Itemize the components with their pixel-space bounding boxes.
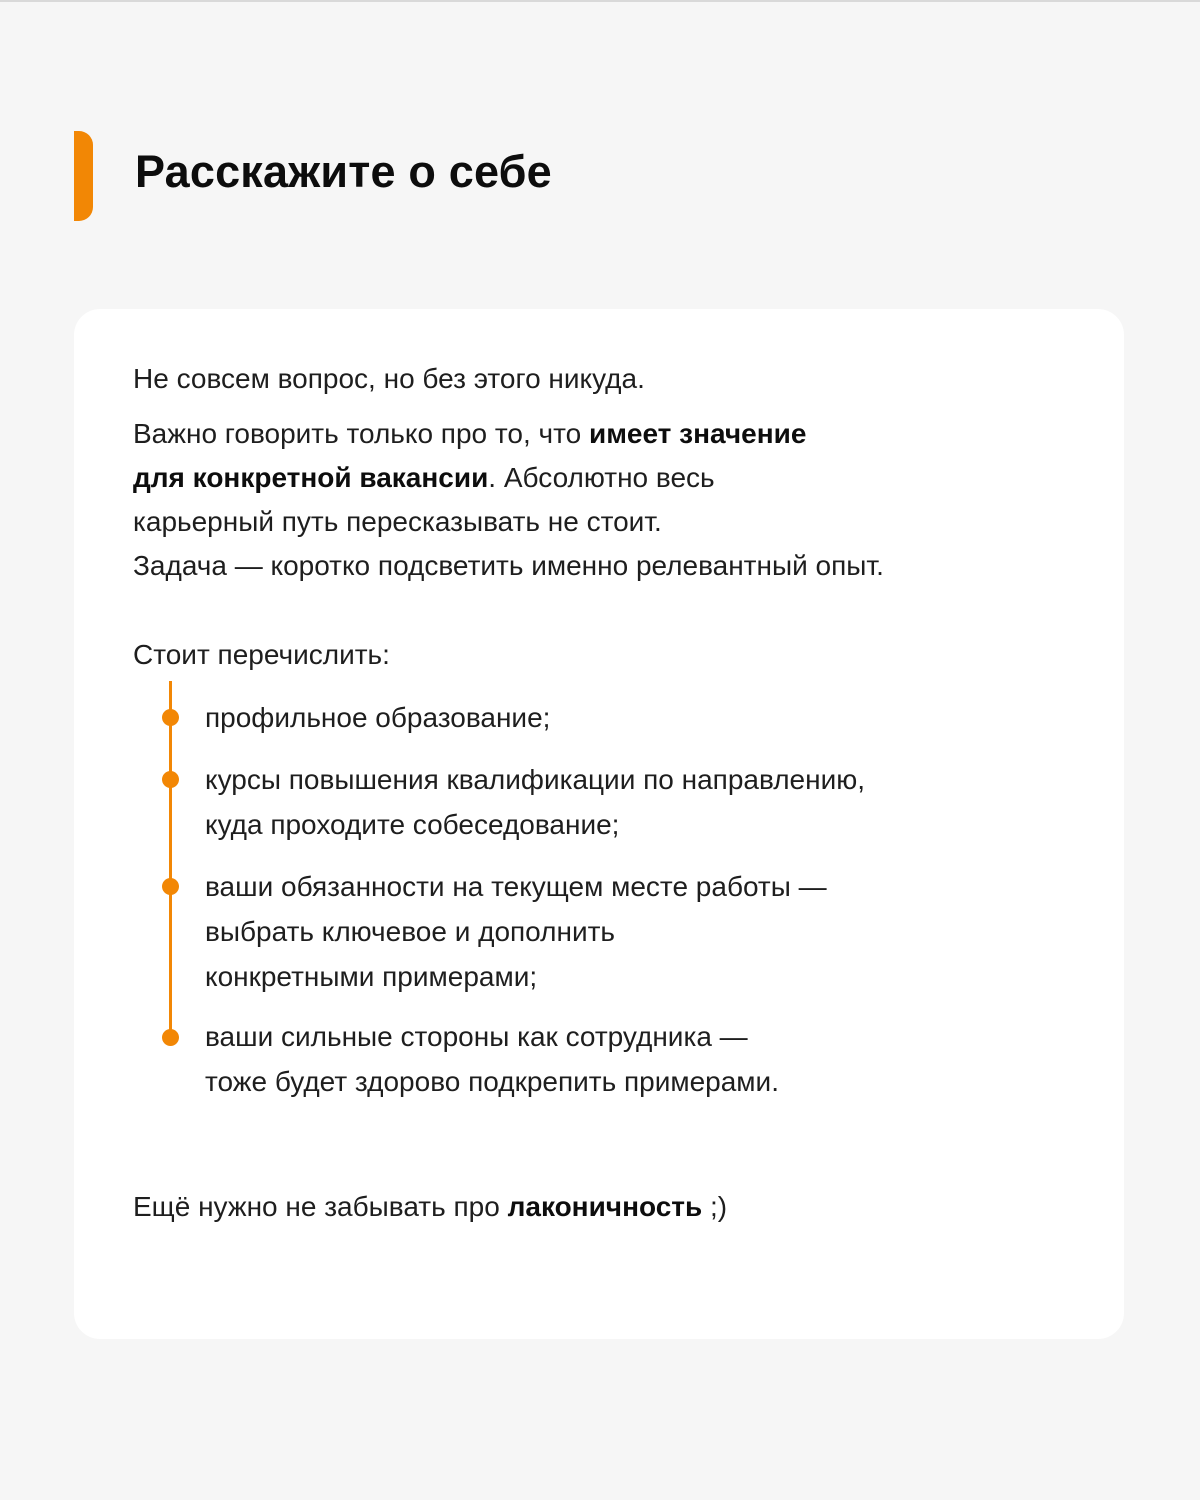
title-accent-bar (74, 131, 93, 221)
paragraph-text-2: . Абсолютно весь (488, 462, 715, 493)
list-item-line: куда проходите собеседование; (205, 809, 620, 840)
list-bullet (162, 878, 179, 895)
list-item (205, 864, 827, 999)
list-bullet (162, 709, 179, 726)
list-item (205, 695, 550, 740)
list-bullet (162, 771, 179, 788)
intro-text: Не совсем вопрос, но без этого никуда. (133, 363, 645, 394)
paragraph-bold-1: имеет значение (588, 418, 807, 449)
list-item-line: ваши сильные стороны как сотрудника — (205, 1021, 748, 1052)
list-item-line: курсы повышения квалификации по направлению, (205, 764, 865, 795)
outro-bold: лаконичность (507, 1191, 703, 1222)
list-item (205, 1014, 779, 1104)
outro-text (133, 1185, 727, 1229)
top-divider (0, 0, 1200, 2)
list-item-line: ваши обязанности на текущем месте работы — (205, 871, 827, 902)
paragraph-bold-2: для конкретной вакансии (133, 462, 489, 493)
list-item (205, 757, 865, 847)
list-bullet (162, 1029, 179, 1046)
content-card (74, 309, 1124, 1339)
list-item-line: выбрать ключевое и дополнить (205, 916, 615, 947)
outro-text-1: Ещё нужно не забывать про (133, 1191, 508, 1222)
list-item-line: конкретными примерами; (205, 961, 538, 992)
outro-text-2: ;) (702, 1191, 728, 1222)
paragraph-line-4: Задача — коротко подсветить именно релевантный опыт. (133, 550, 884, 581)
page-title: Расскажите о себе (135, 146, 552, 197)
list-item-line: профильное образование; (205, 702, 551, 733)
paragraph-line-3: карьерный путь пересказывать не стоит. (133, 506, 662, 537)
list-heading: Стоит перечислить: (133, 639, 390, 670)
list-item-line: тоже будет здорово подкрепить примерами. (205, 1066, 779, 1097)
paragraph-text-1: Важно говорить только про то, что (133, 418, 589, 449)
main-paragraph (133, 412, 884, 588)
timeline-line (169, 681, 172, 1039)
